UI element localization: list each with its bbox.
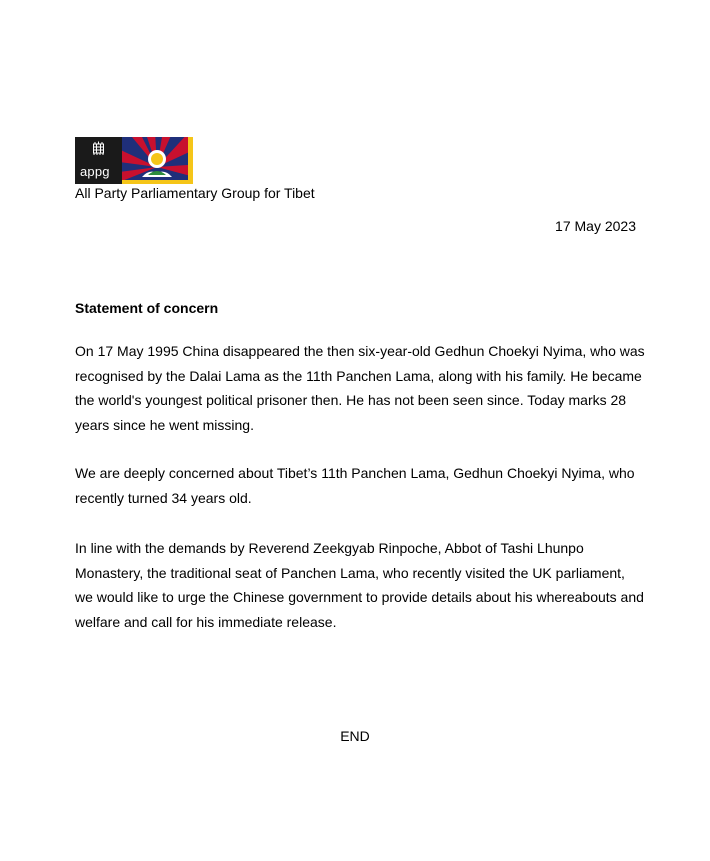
document-date: 17 May 2023 bbox=[555, 218, 636, 234]
portcullis-icon bbox=[93, 141, 104, 155]
statement-heading: Statement of concern bbox=[75, 300, 219, 316]
paragraph-3: In line with the demands by Reverend Zeekgyab Rinpoche, Abbot of Tashi Lhunpo Monastery, the traditional seat of Panchen Lama, who recently visited the UK parliament, we would like to urge the Chinese government to provide details about his whereabouts and welfare and call for his immediate release. bbox=[75, 540, 644, 630]
organization-name: All Party Parliamentary Group for Tibet bbox=[75, 185, 315, 201]
end-marker: END bbox=[340, 728, 370, 744]
paragraph-2: We are deeply concerned about Tibet’s 11th Panchen Lama, Gedhun Choekyi Nyima, who recently turned 34 years old. bbox=[75, 465, 635, 506]
appg-logo bbox=[75, 137, 122, 184]
tibetan-flag-icon bbox=[122, 137, 193, 184]
paragraph-1: On 17 May 1995 China disappeared the then six-year-old Gedhun Choekyi Nyima, who was recognised by the Dalai Lama as the 11th Panchen Lama, along with his family. He became the world's youngest political prisoner then. He has not been seen since. Today marks 28 years since he went missing. bbox=[75, 343, 645, 433]
appg-logo-text: appg bbox=[80, 164, 110, 179]
logo-group bbox=[75, 137, 193, 184]
